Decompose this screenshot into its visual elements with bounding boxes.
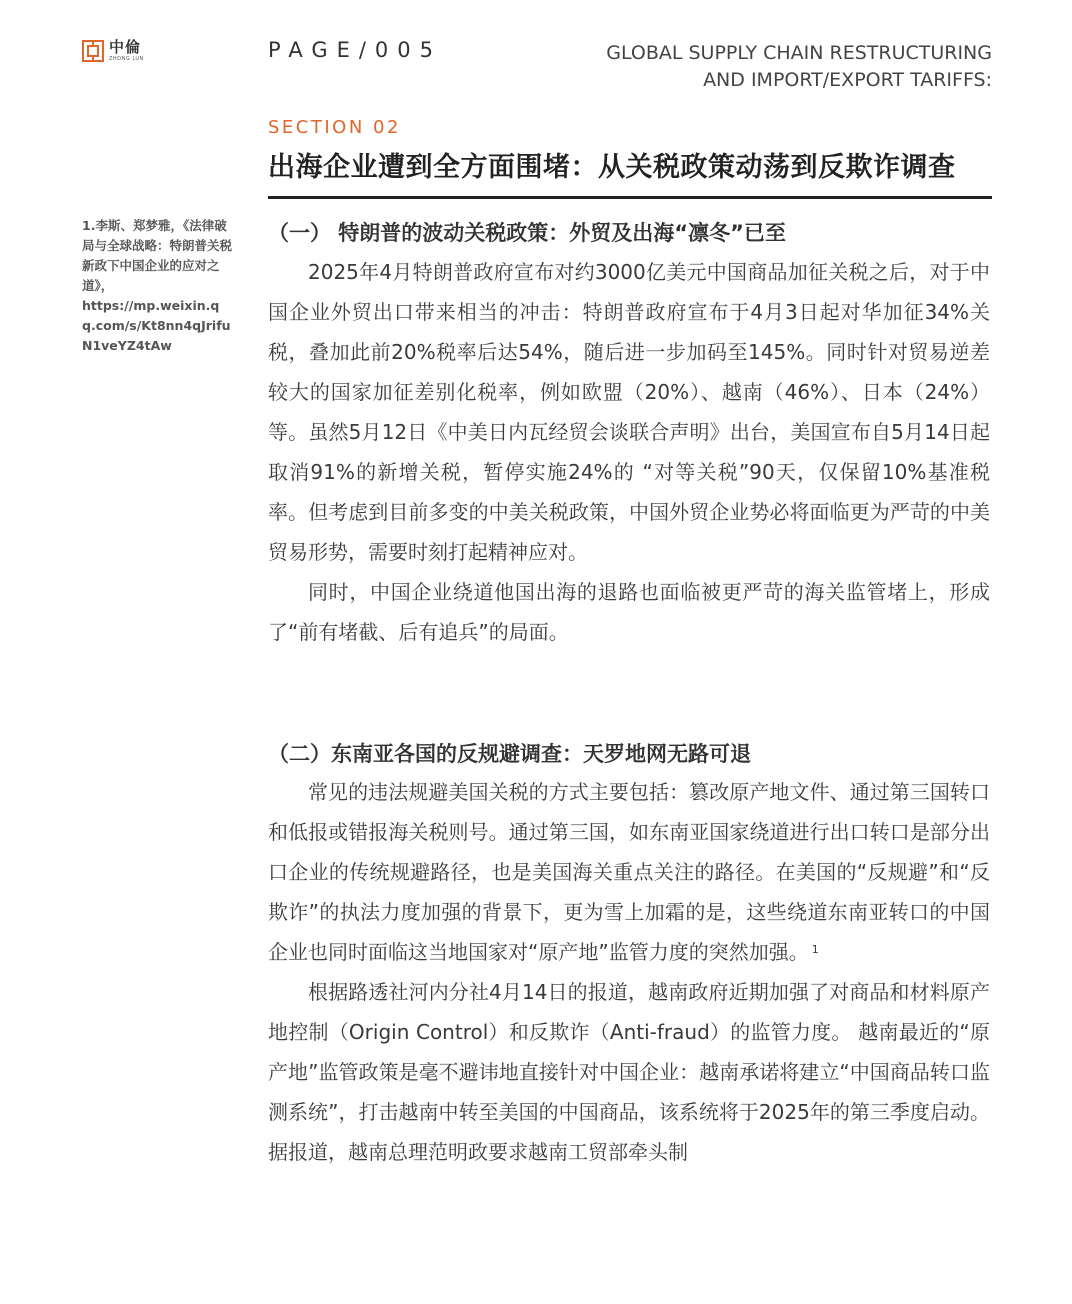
- page-number: PAGE/005: [268, 38, 443, 62]
- section-title: 出海企业遭到全方面围堵：从关税政策动荡到反欺诈调查: [268, 152, 956, 183]
- paragraph-text: 常见的违法规避美国关税的方式主要包括：篡改原产地文件、通过第三国转口和低报或错报海关税则号。通过第三国，如东南亚国家绕道进行出口转口是部分出口企业的传统规避路径，也是美国海关重点关注的路径。在美国的“反规避”和“反欺诈”的执法力度加强的背景下，更为雪上加霜的是，这些绕道东南亚转口的中国企业也同时面临这当地国家对“原产地”监管力度的突然加强。: [268, 780, 990, 964]
- footnote-citation: 1.李斯、郑梦雅，《法律破局与全球战略：特朗普关税新政下中国企业的应对之道》，: [82, 218, 233, 293]
- running-title-line-1: GLOBAL SUPPLY CHAIN RESTRUCTURING: [606, 42, 992, 64]
- footnote-marker: 1: [811, 943, 819, 956]
- paragraph: 同时，中国企业绕道他国出海的退路也面临被更严苛的海关监管堵上，形成了“前有堵截、后有追兵”的局面。: [268, 580, 990, 644]
- section-label: SECTION 02: [268, 117, 401, 138]
- running-title-line-2: AND IMPORT/EXPORT TARIFFS:: [703, 69, 992, 91]
- subsection-body-2: [268, 772, 990, 1172]
- zhonglun-logo-icon: [82, 40, 104, 62]
- title-divider: [268, 196, 992, 199]
- paragraph: [268, 772, 990, 972]
- sidebar-footnote: [82, 216, 232, 356]
- paragraph: 2025年4月特朗普政府宣布对约3000亿美元中国商品加征关税之后，对于中国企业外贸出口带来相当的冲击：特朗普政府宣布于4月3日起对华加征34%关税，叠加此前20%税率后达54%，随后进一步加码至145%。同时针对贸易逆差较大的国家加征差别化税率，例如欧盟（20%）、越南（46%）、日本（24%）等。虽然5月12日《中美日内瓦经贸会谈联合声明》出台，美国宣布自5月14日起取消91%的新增关税，暂停实施24%的 “对等关税”90天，仅保留10%基准税率。但考虑到目前多变的中美关税政策，中国外贸企业势必将面临更为严苛的中美贸易形势，需要时刻打起精神应对。: [268, 260, 990, 564]
- paragraph: 根据路透社河内分社4月14日的报道，越南政府近期加强了对商品和材料原产地控制（Origin Control）和反欺诈（Anti-fraud）的监管力度。 越南最近的“原产地”监管政策是毫不避讳地直接针对中国企业：越南承诺将建立“中国商品转口监测系统”，打击越南中转至美国的中国商品，该系统将于2025年的第三季度启动。据报道，越南总理范明政要求越南工贸部牵头制: [268, 980, 990, 1164]
- logo-chinese-text: 中倫: [109, 38, 142, 56]
- logo-english-text: ZHONG LUN: [109, 56, 144, 62]
- subsection-heading-2: （二）东南亚各国的反规避调查：天罗地网无路可退: [268, 742, 751, 766]
- report-running-title: [606, 40, 992, 94]
- subsection-body-1: [268, 252, 990, 652]
- subsection-heading-1: （一） 特朗普的波动关税政策：外贸及出海“凛冬”已至: [268, 221, 786, 245]
- footnote-url: https://mp.weixin.qq.com/s/Kt8nn4qJrifuN1veYZ4tAw: [82, 298, 231, 353]
- zhonglun-logo: [82, 40, 144, 62]
